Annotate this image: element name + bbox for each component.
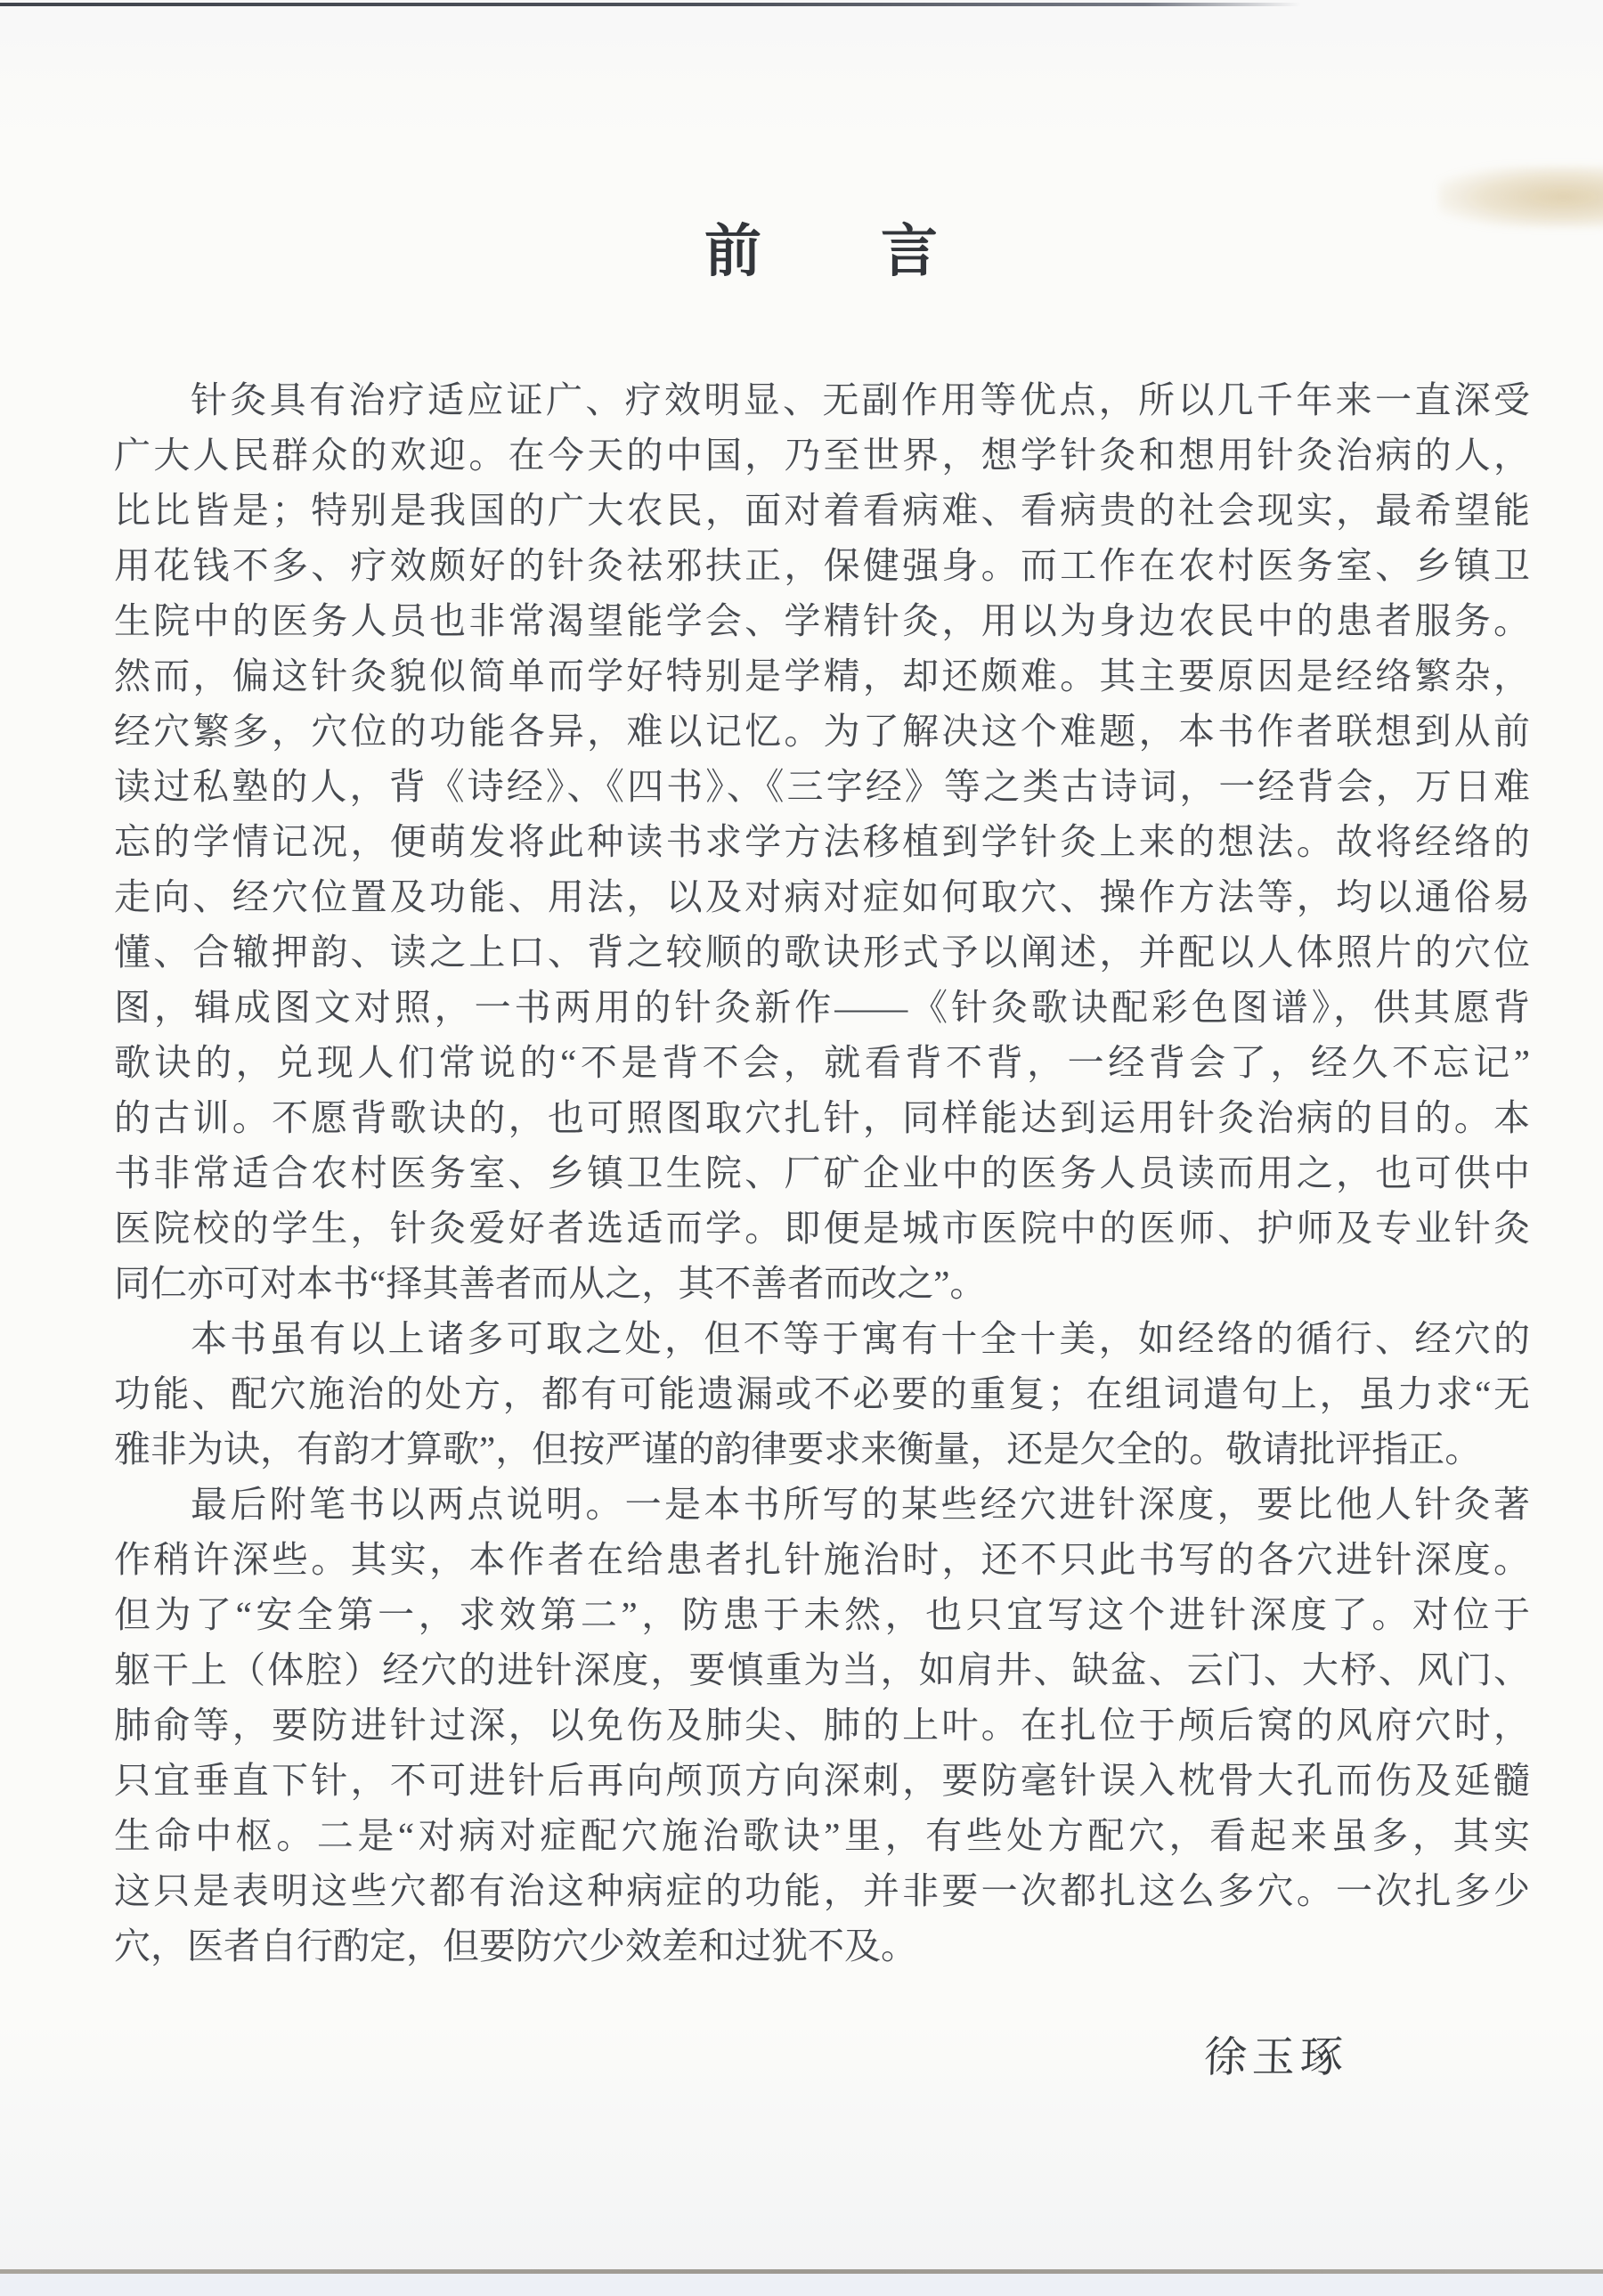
text-line: 比比皆是；特别是我国的广大农民，面对着看病难、看病贵的社会现实，最希望能 (114, 490, 1530, 531)
text-line: 这只是表明这些穴都有治这种病症的功能，并非要一次都扎这么多穴。一次扎多少 (114, 1870, 1530, 1911)
text-line: 忘的学情记况，便萌发将此种读书求学方法移植到学针灸上来的想法。故将经络的 (114, 821, 1530, 862)
text-line: 但为了“安全第一，求效第二”，防患于未然，也只宜写这个进针深度了。对位于 (114, 1594, 1530, 1635)
preface-body (114, 372, 1530, 1974)
text-line: 功能、配穴施治的处方，都有可能遗漏或不必要的重复；在组词遣句上，虽力求“无 (114, 1373, 1530, 1414)
author-signature: 徐玉琢 (1203, 2034, 1349, 2081)
text-line: 作稍许深些。其实，本作者在给患者扎针施治时，还不只此书写的各穴进针深度。 (114, 1539, 1530, 1580)
text-line: 书非常适合农村医务室、乡镇卫生院、厂矿企业中的医务人员读而用之，也可供中 (114, 1152, 1530, 1193)
text-line: 然而，偏这针灸貌似简单而学好特别是学精，却还颇难。其主要原因是经络繁杂， (114, 655, 1530, 696)
text-line: 歌诀的，兑现人们常说的“不是背不会，就看背不背，一经背会了，经久不忘记” (114, 1042, 1530, 1083)
scanner-background-strip (0, 2274, 1603, 2296)
text-line: 生命中枢。二是“对病对症配穴施治歌诀”里，有些处方配穴，看起来虽多，其实 (114, 1815, 1530, 1856)
text-line: 读过私塾的人，背《诗经》、《四书》、《三字经》等之类古诗词，一经背会，万日难 (114, 766, 1530, 807)
page-title: 前 言 (704, 220, 940, 283)
text-line: 雅非为诀，有韵才算歌”，但按严谨的韵律要求来衡量，还是欠全的。敬请批评指正。 (114, 1429, 1482, 1470)
text-line: 肺俞等，要防进针过深，以免伤及肺尖、肺的上叶。在扎位于颅后窝的风府穴时， (114, 1705, 1530, 1746)
text-line: 图，辑成图文对照，一书两用的针灸新作——《针灸歌诀配彩色图谱》，供其愿背 (114, 987, 1530, 1028)
text-line: 穴，医者自行酌定，但要防穴少效差和过犹不及。 (114, 1926, 917, 1966)
text-line: 同仁亦可对本书“择其善者而从之，其不善者而改之”。 (114, 1263, 987, 1304)
text-line: 本书虽有以上诸多可取之处，但不等于寓有十全十美，如经络的循行、经穴的 (191, 1318, 1530, 1359)
text-line: 针灸具有治疗适应证广、疗效明显、无副作用等优点，所以几千年来一直深受 (191, 379, 1530, 420)
text-line: 躯干上（体腔）经穴的进针深度，要慎重为当，如肩井、缺盆、云门、大杼、风门、 (114, 1649, 1530, 1690)
page-top-edge (0, 3, 1300, 6)
text-line: 只宜垂直下针，不可进针后再向颅顶方向深刺，要防毫针误入枕骨大孔而伤及延髓 (114, 1760, 1530, 1801)
text-line: 最后附笔书以两点说明。一是本书所写的某些经穴进针深度，要比他人针灸著 (191, 1484, 1530, 1525)
text-line: 生院中的医务人员也非常渴望能学会、学精针灸，用以为身边农民中的患者服务。 (114, 600, 1530, 641)
text-line: 用花钱不多、疗效颇好的针灸祛邪扶正，保健强身。而工作在农村医务室、乡镇卫 (114, 545, 1530, 586)
text-line: 懂、合辙押韵、读之上口、背之较顺的歌诀形式予以阐述，并配以人体照片的穴位 (114, 932, 1530, 973)
text-line: 的古训。不愿背歌诀的，也可照图取穴扎针，同样能达到运用针灸治病的目的。本 (114, 1097, 1530, 1138)
text-line: 医院校的学生，针灸爱好者选适而学。即便是城市医院中的医师、护师及专业针灸 (114, 1208, 1530, 1249)
text-line: 广大人民群众的欢迎。在今天的中国，乃至世界，想学针灸和想用针灸治病的人， (114, 435, 1530, 476)
text-line: 走向、经穴位置及功能、用法，以及对病对症如何取穴、操作方法等，均以通俗易 (114, 876, 1530, 917)
text-line: 经穴繁多，穴位的功能各异，难以记忆。为了解决这个难题，本书作者联想到从前 (114, 711, 1530, 752)
paper-stain (1438, 166, 1603, 228)
